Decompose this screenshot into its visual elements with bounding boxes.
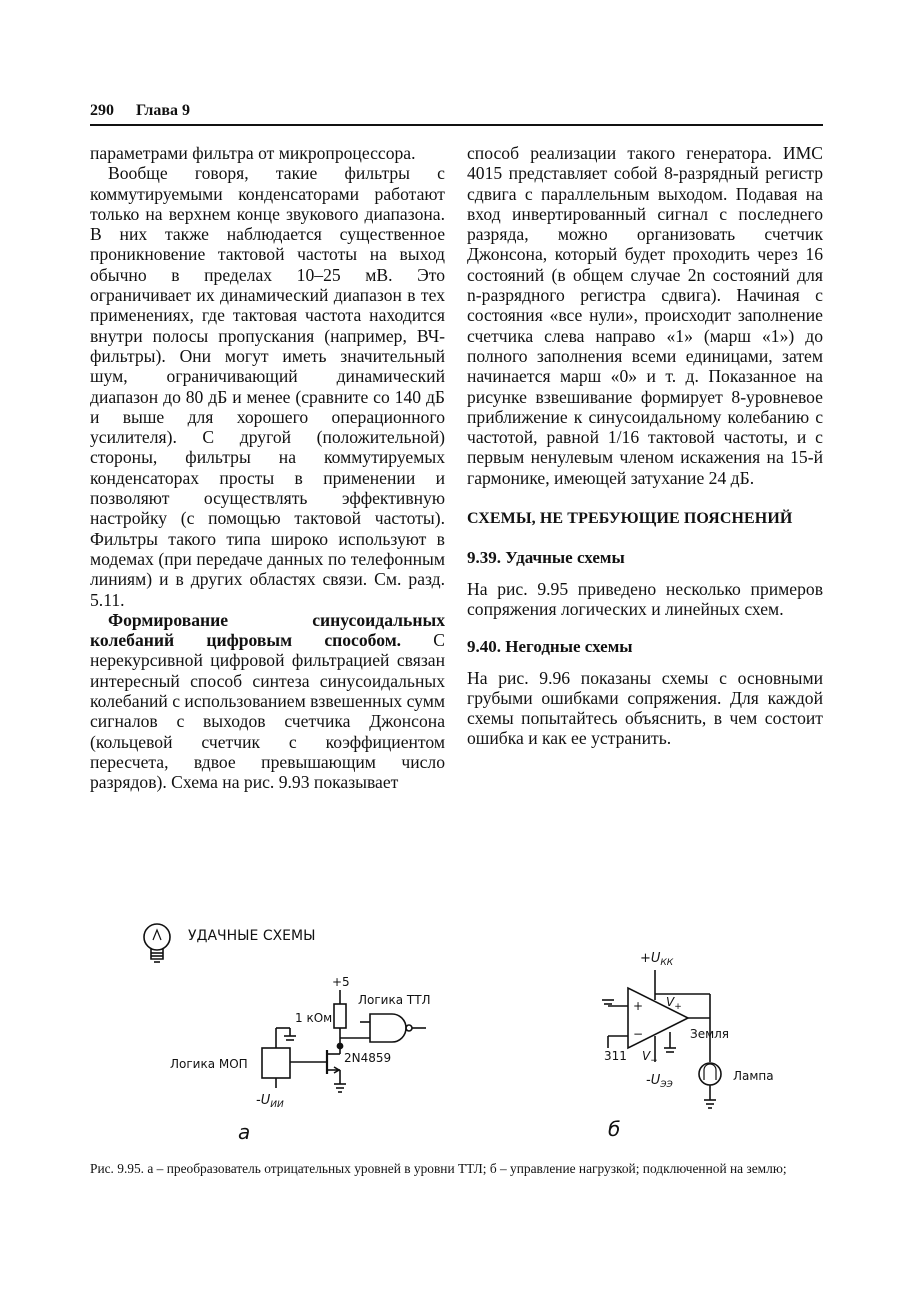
vplus-label: $V_+$ xyxy=(666,995,682,1012)
plus-input: + xyxy=(633,999,644,1013)
run-in-heading: Формирование синусоидальных колебаний цифровым способом. xyxy=(90,609,445,651)
paragraph-filter-end: параметрами фильтра от микропроцессора. xyxy=(90,143,416,163)
ttl-label: Логика ТТЛ xyxy=(358,993,431,1007)
vee-b-label: $-U_{ЭЭ}$ xyxy=(646,1073,673,1090)
supply-plus5: +5 xyxy=(332,975,350,989)
vcc-label: $+U_{КК}$ xyxy=(640,951,674,968)
paragraph-digital-sine xyxy=(90,610,445,793)
mos-label: Логика МОП xyxy=(170,1057,248,1071)
left-column xyxy=(90,143,445,793)
resistor-1k xyxy=(334,1004,346,1028)
circuit-a xyxy=(170,975,431,1142)
chip-label: 311 xyxy=(604,1049,627,1063)
mos-logic-block xyxy=(262,1048,290,1078)
figure-title: УДАЧНЫЕ СХЕМЫ xyxy=(188,928,316,944)
subsection-heading-bad: 9.40. Негодные схемы xyxy=(467,637,633,657)
resistor-label: 1 кОм xyxy=(295,1011,333,1025)
paragraph-bad-circuits: На рис. 9.96 показаны схемы с основными грубыми ошибками сопряжения. Для каждой схемы попытайтесь объяснить, в чем состоит ошибка и как ее устранить. xyxy=(467,667,823,749)
circuit-b xyxy=(602,951,774,1141)
label-b: б xyxy=(608,1117,621,1141)
minus-input: − xyxy=(633,1027,644,1041)
vee-label: $-U_{ИИ}$ xyxy=(256,1093,284,1110)
chapter-title: Глава 9 xyxy=(136,102,190,119)
paragraph-good-circuits: На рис. 9.95 приведено несколько примеров сопряжения логических и линейных схем. xyxy=(467,578,823,619)
nand-gate xyxy=(370,1014,406,1042)
section-heading: СХЕМЫ, НЕ ТРЕБУЮЩИЕ ПОЯСНЕНИЙ xyxy=(467,510,793,528)
ground-label: Земля xyxy=(690,1027,730,1041)
circuit-diagrams xyxy=(130,912,790,1142)
lamp-icon xyxy=(699,1063,721,1085)
transistor-label: 2N4859 xyxy=(344,1051,392,1065)
vminus-label: $V_-$ xyxy=(642,1049,658,1066)
paragraph-digital-sine-text: С нерекурсивной цифровой фильтрацией связан интересный способ синтеза синусоидальных колебаний с использованием взвешенных сумм сигналов с выходов счетчика Джонсона (кольцевой счетчик с коэффициентом пересчета, вдвое превышающим число разрядов). Схема на рис. 9.93 показывает xyxy=(90,630,446,793)
label-a: а xyxy=(238,1120,251,1142)
paragraph-switched-capacitor: Вообще говоря, такие фильтры с коммутируемыми конденсаторами работают только на верхнем конце звукового диапазона. В них также наблюдается существенное проникновение тактовой частоты на выход обычно в пределах 10–25 мВ. Это ограничивает их динамический диапазон в тех применениях, где тактовая частота находится внутри полосы пропускания (например, ВЧ-фильтры). Они могут иметь значительный шум, ограничивающий динамический диапазон до 80 дБ и менее (сравните со 140 дБ и выше для хорошего операционного усилителя). С другой (положительной) стороны, фильтры на коммутируемых конденсаторах просты в применении и позволяют осуществлять эффективную настройку (с помощью тактовой частоты). Фильтры такого типа широко используют в модемах (при передаче данных по телефонным линиям) и в других областях связи. См. разд. 5.11. xyxy=(90,163,445,610)
lamp-label: Лампа xyxy=(733,1069,774,1083)
paragraph-generator: способ реализации такого генератора. ИМС 4015 представляет собой 8-разрядный регистр сдвига с параллельным выходом. Подавая на вход инвертированный сигнал с последнего разряда, можно организовать счетчик Джонсона, который будет проходить через 16 состояний (в общем случае 2n состояний для n-разрядного регистра сдвига). Начиная с состояния «все нули», происходит заполнение счетчика слева направо «1» (марш «1») до полного заполнения всеми единицами, затем начинается марш «0» и т. д. Показанное на рисунке взвешивание формирует 8-уровневое приближение к синусоидальному колебанию с частотой, равной 1/16 тактовой частоты, и с первым ненулевым членом искажения на 15-й гармонике, имеющей затухание 24 дБ. xyxy=(467,143,823,488)
page-number: 290 xyxy=(90,102,114,119)
figure-9-95 xyxy=(130,912,790,1147)
running-header xyxy=(90,102,823,126)
figure-caption: Рис. 9.95. а – преобразователь отрицательных уровней в уровни ТТЛ; б – управление нагрузкой; подключенной на землю; xyxy=(90,1161,787,1176)
right-column xyxy=(467,143,823,749)
subsection-heading-good: 9.39. Удачные схемы xyxy=(467,548,625,568)
lightbulb-icon xyxy=(144,924,170,962)
